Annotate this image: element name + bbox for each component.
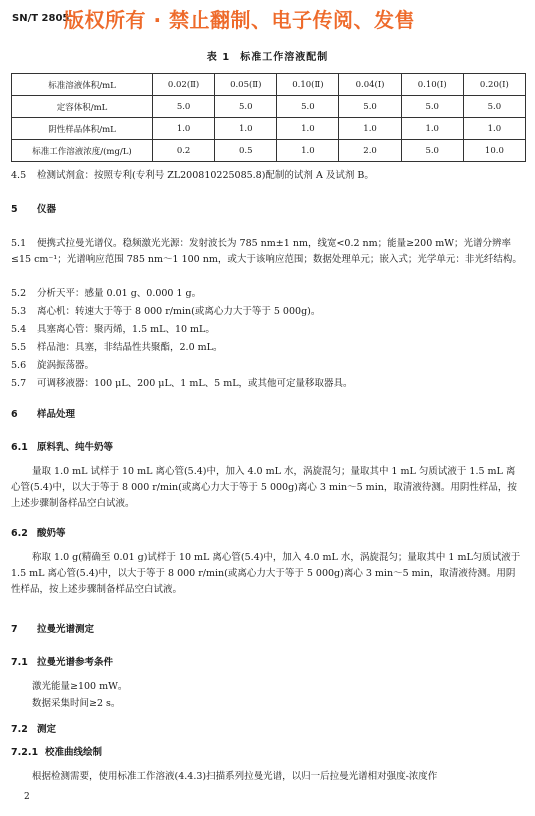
table-cell: 10.0 <box>463 140 525 162</box>
clause-6-2-heading <box>11 526 523 542</box>
clause-5-1 <box>11 236 523 268</box>
clause-5-3 <box>11 304 523 320</box>
clause-title: 测定 <box>37 724 57 735</box>
clause-5-7 <box>11 376 523 392</box>
table-cell: 1.0 <box>153 118 215 140</box>
clause-title: 校准曲线绘制 <box>45 747 103 758</box>
clause-number: 7.2 <box>11 724 28 735</box>
table-cell: 1.0 <box>463 118 525 140</box>
clause-number: 4.5 <box>11 170 27 181</box>
clause-text: 样品池：具塞，非结晶性共聚酯，2.0 mL。 <box>37 342 223 353</box>
table-cell: 5.0 <box>401 140 463 162</box>
table-cell: 标准工作溶液浓度/(mg/L) <box>12 140 153 162</box>
table-cell: 0.05(Ⅱ) <box>215 74 277 96</box>
table-cell: 阴性样品体积/mL <box>12 118 153 140</box>
clause-text: 检测试剂盒：按照专利(专利号 ZL200810225085.8)配制的试剂 A 及试剂 B。 <box>37 170 374 181</box>
clause-text: 具塞离心管：聚丙烯，1.5 mL、10 mL。 <box>37 324 215 335</box>
table-cell: 1.0 <box>339 118 401 140</box>
clause-number: 6.1 <box>11 442 28 453</box>
table-row <box>12 140 526 162</box>
table-row <box>12 96 526 118</box>
clause-6-1-heading <box>11 440 523 456</box>
section-6-heading <box>11 407 523 423</box>
page-number: 2 <box>24 792 30 802</box>
table-cell: 5.0 <box>277 96 339 118</box>
clause-5-2 <box>11 286 523 302</box>
clause-number: 5.3 <box>11 306 27 317</box>
table-cell: 2.0 <box>339 140 401 162</box>
table-row <box>12 74 526 96</box>
section-number: 7 <box>11 624 18 635</box>
table-cell: 0.02(Ⅱ) <box>153 74 215 96</box>
table-cell: 1.0 <box>215 118 277 140</box>
clause-text: 旋涡振荡器。 <box>37 360 95 371</box>
table-cell: 定容体积/mL <box>12 96 153 118</box>
table-cell: 0.04(Ⅰ) <box>339 74 401 96</box>
section-7-heading <box>11 622 523 638</box>
table-row <box>12 118 526 140</box>
clause-6-2-text: 称取 1.0 g(精确至 0.01 g)试样于 10 mL 离心管(5.4)中，加入 4.0 mL 水，涡旋混匀；量取其中 1 mL匀质试液于 1.5 mL 离心管(5.4)中，以大于等于 8 000 r/min(或离心力大于等于 5 000g)离心 3 min～5 min，取清液待测。用阴性样品，按上述步骤制备样品空白试液。 <box>11 552 521 595</box>
clause-7-1-line-1: 激光能量≥100 mW。 <box>32 681 128 692</box>
clause-number: 5.7 <box>11 378 27 389</box>
clause-title: 原料乳、纯牛奶等 <box>37 442 114 453</box>
clause-text: 便携式拉曼光谱仪。稳频激光光源：发射波长为 785 nm±1 nm，线宽<0.2 nm；能量≥200 mW；光谱分辨率≤15 cm⁻¹；光谱响应范围 785 nm～1 100 nm，或大于该响应范围；数据处理单元；嵌入式；光学单元：非光纤结构。 <box>11 238 522 265</box>
clause-number: 7.1 <box>11 657 28 668</box>
table-cell: 5.0 <box>401 96 463 118</box>
clause-number: 5.6 <box>11 360 27 371</box>
clause-title: 酸奶等 <box>37 528 66 539</box>
clause-7-1-heading <box>11 655 523 671</box>
clause-7-2-heading <box>11 722 523 738</box>
table-cell: 1.0 <box>277 140 339 162</box>
clause-title: 拉曼光谱参考条件 <box>37 657 114 668</box>
standard-number: SN/T 2805 <box>12 13 70 24</box>
clause-number: 7.2.1 <box>11 747 39 758</box>
standard-solution-table <box>11 73 526 162</box>
table-cell: 0.2 <box>153 140 215 162</box>
table-cell: 1.0 <box>401 118 463 140</box>
clause-7-2-1-heading <box>11 745 523 761</box>
table-cell: 5.0 <box>339 96 401 118</box>
clause-number: 5.1 <box>11 238 27 249</box>
section-5-heading <box>11 202 523 218</box>
clause-number: 5.2 <box>11 288 27 299</box>
clause-number: 5.4 <box>11 324 27 335</box>
section-number: 5 <box>11 204 18 215</box>
clause-text: 可调移液器：100 μL、200 μL、1 mL、5 mL，或其他可定量移取器具。 <box>37 378 353 389</box>
table-caption <box>0 48 535 63</box>
clause-number: 6.2 <box>11 528 28 539</box>
copyright-watermark: 版权所有 · 禁止翻制、电子传阅、发售 <box>64 8 416 32</box>
section-title: 仪器 <box>37 204 57 215</box>
table-cell: 0.10(Ⅱ) <box>277 74 339 96</box>
table-cell: 标准溶液体积/mL <box>12 74 153 96</box>
table-number: 表 1 <box>206 52 231 63</box>
clause-7-2-1-text: 根据检测需要，使用标准工作溶液(4.4.3)扫描系列拉曼光谱，以归一后拉曼光谱相对强度-浓度作 <box>32 771 438 782</box>
table-cell: 5.0 <box>463 96 525 118</box>
section-title: 拉曼光谱测定 <box>37 624 95 635</box>
clause-text: 离心机：转速大于等于 8 000 r/min(或离心力大于等于 5 000g)。 <box>37 306 321 317</box>
table-cell: 0.10(Ⅰ) <box>401 74 463 96</box>
clause-number: 5.5 <box>11 342 27 353</box>
clause-5-4 <box>11 322 523 338</box>
clause-5-5 <box>11 340 523 356</box>
table-title: 标准工作溶液配制 <box>240 52 329 63</box>
clause-4-5 <box>11 168 523 184</box>
table-cell: 0.20(Ⅰ) <box>463 74 525 96</box>
section-title: 样品处理 <box>37 409 76 420</box>
table-cell: 0.5 <box>215 140 277 162</box>
section-number: 6 <box>11 409 18 420</box>
clause-7-1-line-2: 数据采集时间≥2 s。 <box>32 698 121 709</box>
clause-5-6 <box>11 358 523 374</box>
clause-6-1-text: 量取 1.0 mL 试样于 10 mL 离心管(5.4)中，加入 4.0 mL 水，涡旋混匀；量取其中 1 mL 匀质试液于 1.5 mL 离心管(5.4)中，以大于等于 8 000 r/min(或离心力大于等于 5 000g)离心 3 min～5 min，取清液待测。用阴性样品，按上述步骤制备样品空白试液。 <box>11 466 517 509</box>
table-cell: 1.0 <box>277 118 339 140</box>
table-cell: 5.0 <box>215 96 277 118</box>
clause-text: 分析天平：感量 0.01 g、0.000 1 g。 <box>37 288 202 299</box>
table-cell: 5.0 <box>153 96 215 118</box>
